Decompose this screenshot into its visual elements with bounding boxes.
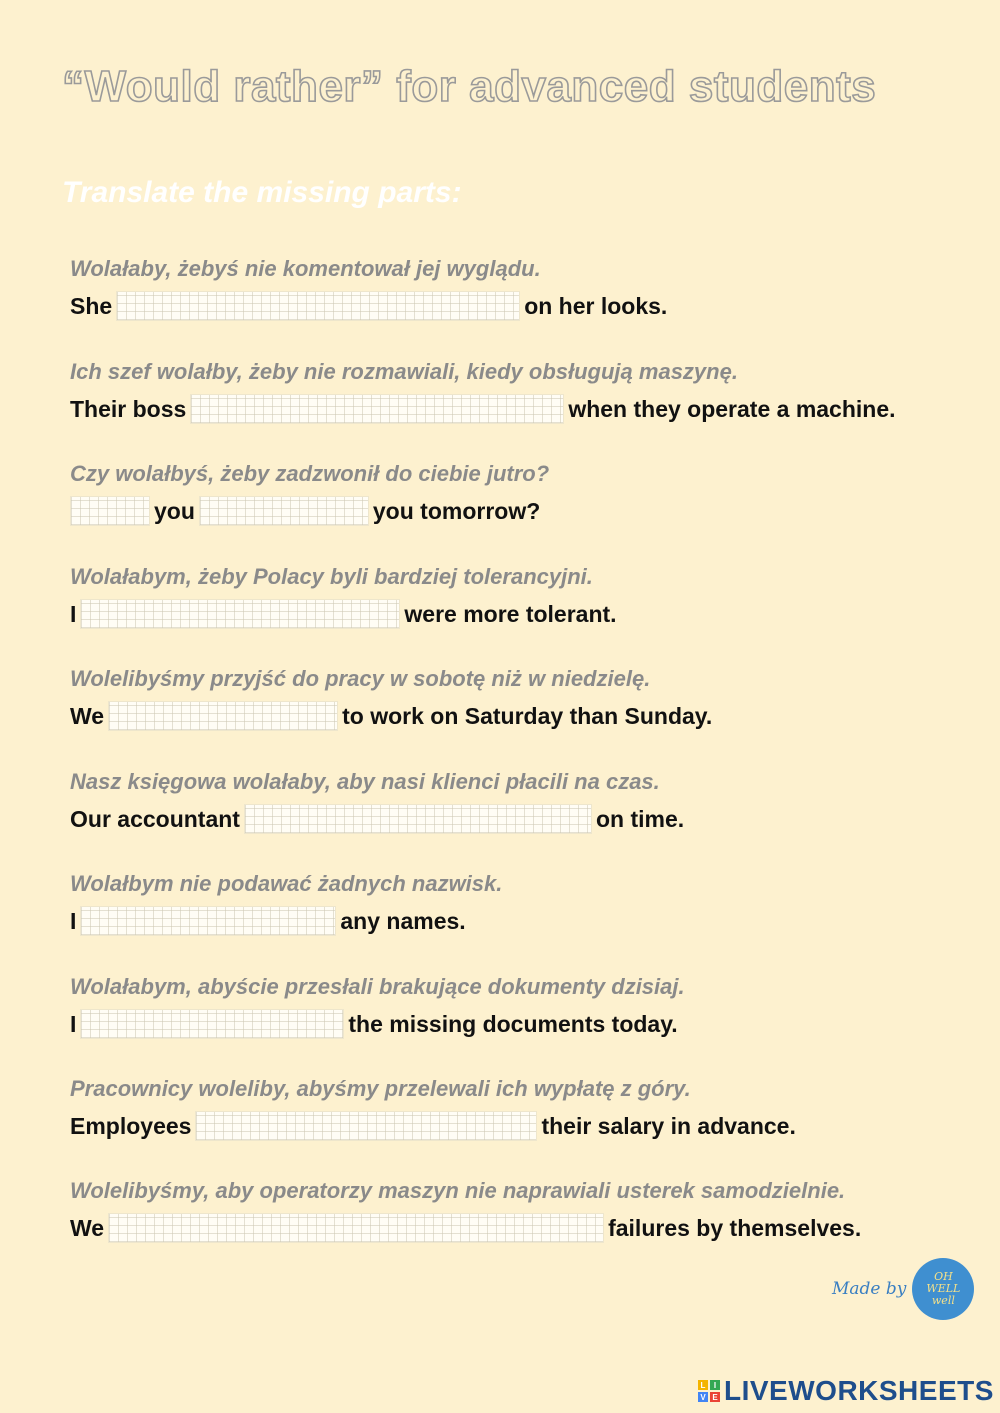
answer-input[interactable] [244,804,592,834]
sentence-start: Employees [70,1112,192,1139]
exercise-9 [70,1074,970,1144]
english-sentence [70,1006,970,1042]
sentence-start: I [70,600,77,627]
polish-sentence: Wolałabym, abyście przesłali brakujące dokumenty dzisiaj. [70,974,685,999]
answer-input[interactable] [80,599,400,629]
sentence-middle: you [154,497,195,524]
instructions: Translate the missing parts: [62,176,462,209]
logo-line-2: well [931,1294,955,1307]
english-sentence [70,596,970,632]
sentence-start: I [70,1010,77,1037]
exercise-8 [70,972,970,1042]
worksheet-title: “Would rather” for advanced students [62,62,877,111]
sentence-start: I [70,907,77,934]
english-sentence [70,801,970,837]
author-logo [912,1258,974,1320]
polish-sentence: Wolałbym nie podawać żadnych nazwisk. [70,871,503,896]
answer-input[interactable] [108,701,338,731]
answer-input[interactable] [190,394,564,424]
logo-tile-i: I [710,1380,720,1390]
polish-sentence: Czy wolałbyś, żeby zadzwonił do ciebie jutro? [70,461,550,486]
answer-input-1[interactable] [70,496,150,526]
sentence-end: to work on Saturday than Sunday. [342,702,713,729]
answer-input[interactable] [108,1213,604,1243]
logo-line-1: OH WELL [926,1270,961,1295]
exercise-1 [70,254,970,324]
answer-input-2[interactable] [199,496,369,526]
english-sentence [70,1108,970,1144]
author-credit [832,1258,974,1320]
polish-sentence: Ich szef wolałby, żeby nie rozmawiali, kiedy obsługują maszynę. [70,359,738,384]
polish-sentence: Wolałaby, żebyś nie komentował jej wyglądu. [70,256,541,281]
exercise-3 [70,459,970,529]
exercise-6 [70,767,970,837]
sentence-end: the missing documents today. [348,1010,678,1037]
polish-sentence: Pracownicy woleliby, abyśmy przelewali ich wypłatę z góry. [70,1076,691,1101]
exercise-2 [70,357,970,427]
english-sentence [70,493,970,529]
sentence-start: Their boss [70,395,187,422]
polish-sentence: Wolałabym, żeby Polacy byli bardziej tolerancyjni. [70,564,593,589]
logo-tile-l: L [698,1380,708,1390]
answer-input[interactable] [116,291,520,321]
sentence-start: We [70,702,105,729]
liveworksheets-wordmark: LIVEWORKSHEETS [724,1375,994,1406]
english-sentence [70,288,970,324]
sentence-end: failures by themselves. [608,1214,862,1241]
liveworksheets-logo-icon [698,1380,720,1402]
sentence-start: She [70,292,113,319]
english-sentence [70,903,970,939]
polish-sentence: Wolelibyśmy przyjść do pracy w sobotę niż w niedzielę. [70,666,651,691]
english-sentence [70,391,970,427]
answer-input[interactable] [195,1111,537,1141]
exercise-10 [70,1176,970,1246]
sentence-end: on time. [595,805,685,832]
sentence-end: you tomorrow? [372,497,541,524]
english-sentence [70,698,970,734]
logo-tile-v: V [698,1392,708,1402]
sentence-start: We [70,1214,105,1241]
polish-sentence: Nasz księgowa wolałaby, aby nasi klienci płacili na czas. [70,769,660,794]
sentence-end: their salary in advance. [541,1112,796,1139]
exercise-5 [70,664,970,734]
sentence-end: were more tolerant. [404,600,617,627]
polish-sentence: Wolelibyśmy, aby operatorzy maszyn nie naprawiali usterek samodzielnie. [70,1178,846,1203]
sentence-end: on her looks. [524,292,668,319]
exercise-7 [70,869,970,939]
sentence-end: when they operate a machine. [568,395,896,422]
answer-input[interactable] [80,1009,344,1039]
english-sentence [70,1210,970,1246]
exercise-4 [70,562,970,632]
sentence-end: any names. [340,907,466,934]
answer-input[interactable] [80,906,336,936]
made-by-label: Made by [832,1279,907,1299]
author-logo-text [921,1271,965,1307]
liveworksheets-brand[interactable] [698,1375,994,1407]
sentence-start: Our accountant [70,805,240,832]
logo-tile-e: E [710,1392,720,1402]
